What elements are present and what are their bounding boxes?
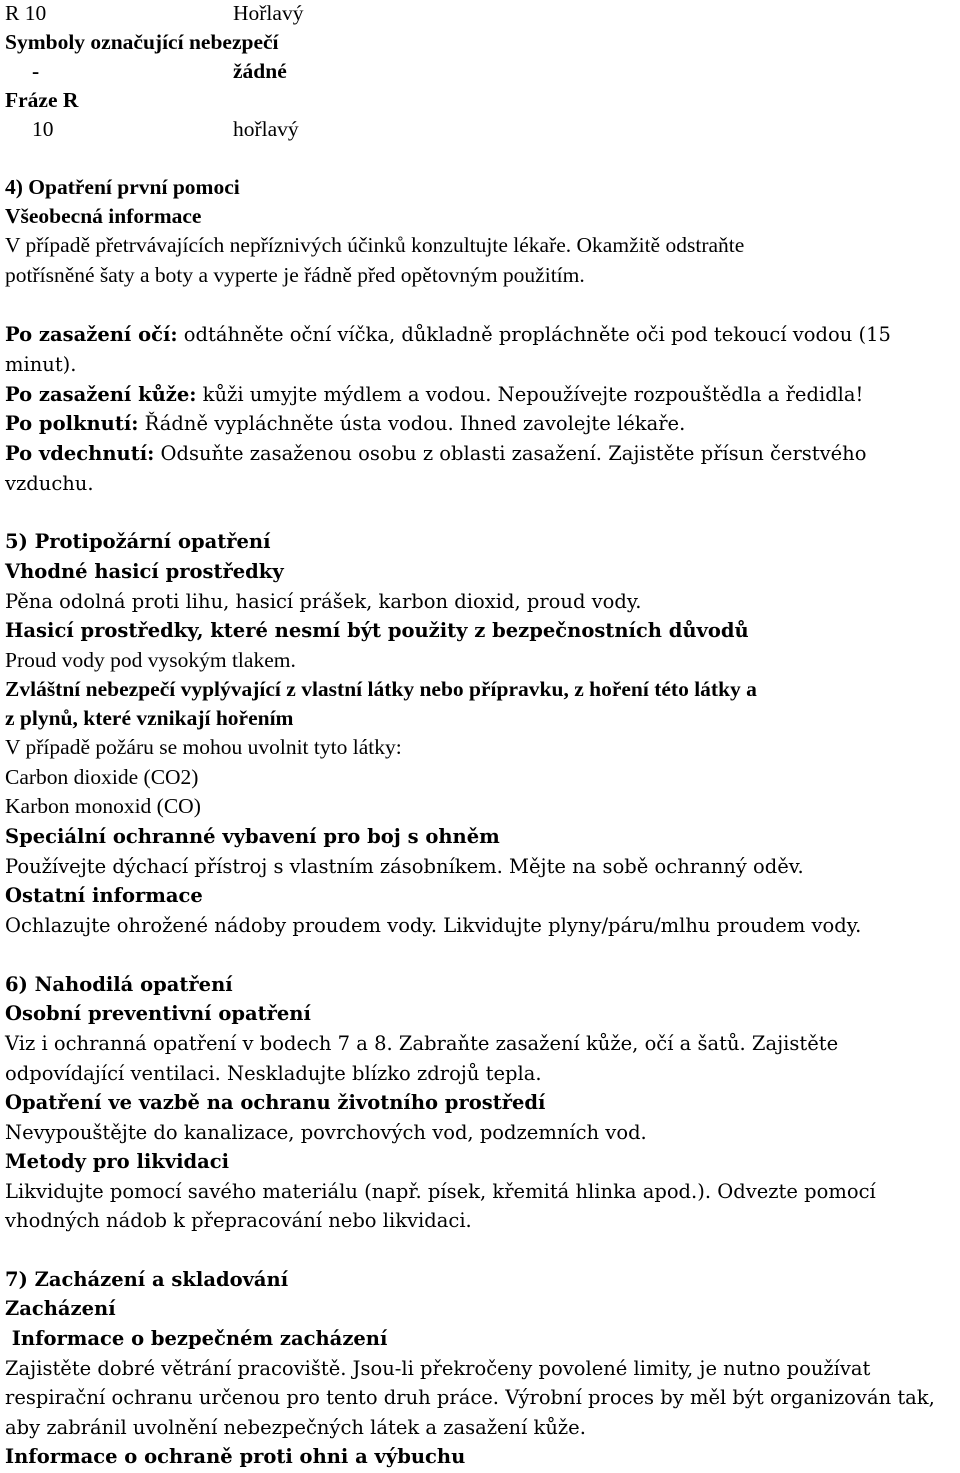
section-4-heading: 4) Opatření první pomoci: [5, 175, 240, 199]
symbol-code: -: [32, 59, 40, 83]
r10-code: R 10: [5, 1, 47, 25]
personal-precautions-heading: Osobní preventivní opatření: [5, 1002, 311, 1025]
other-info-heading: Ostatní informace: [5, 884, 203, 907]
personal-precautions-text-2: odpovídající ventilaci. Neskladujte blízko zdrojů tepla.: [5, 1062, 542, 1085]
inhale-paragraph: [5, 439, 866, 468]
unsuitable-media-heading: Hasicí prostředky, které nesmí být použity z bezpečnostních důvodů: [5, 619, 749, 642]
r10-row: [5, 0, 304, 28]
phrases-heading: Fráze R: [5, 88, 79, 112]
special-hazards-text-3: Karbon monoxid (CO): [5, 794, 201, 818]
general-info-line-1: V případě přetrvávajících nepříznivých účinků konzultujte lékaře. Okamžitě odstraňte: [5, 233, 745, 257]
safe-handling-heading: Informace o bezpečném zacházení: [5, 1327, 388, 1350]
special-hazards-heading-2: z plynů, které vznikají hořením: [5, 706, 294, 730]
suitable-media-text: Pěna odolná proti lihu, hasicí prášek, karbon dioxid, proud vody.: [5, 590, 642, 613]
symbols-heading: Symboly označující nebezpečí: [5, 30, 279, 54]
other-info-text: Ochlazujte ohrožené nádoby proudem vody. Likvidujte plyny/páru/mlhu proudem vody.: [5, 914, 862, 937]
safe-handling-text-2: respirační ochranu určenou pro tento druh práce. Výrobní proces by měl být organizován tak,: [5, 1386, 935, 1409]
r10-label: Hořlavý: [233, 1, 304, 25]
safe-handling-text-3: aby zabránil uvolnění nebezpečných látek a zasažení kůže.: [5, 1416, 586, 1439]
eyes-text: odtáhněte oční víčka, důkladně propláchněte oči pod tekoucí vodou (15: [177, 323, 891, 346]
eyes-paragraph: [5, 320, 891, 349]
cleanup-text-2: vhodných nádob k přepracování nebo likvidaci.: [5, 1209, 472, 1232]
equipment-heading: Speciální ochranné vybavení pro boj s ohněm: [5, 825, 500, 848]
safe-handling-text-1: Zajistěte dobré větrání pracoviště. Jsou-li překročeny povolené limity, je nutno používat: [5, 1357, 871, 1380]
eyes-text-cont: minut).: [5, 353, 77, 376]
handling-heading: Zacházení: [5, 1297, 116, 1320]
section-7-heading: 7) Zacházení a skladování: [5, 1268, 289, 1291]
section-5-heading: 5) Protipožární opatření: [5, 530, 271, 553]
personal-precautions-text-1: Viz i ochranná opatření v bodech 7 a 8. Zabraňte zasažení kůže, očí a šatů. Zajistěte: [5, 1032, 839, 1055]
inhale-text: Odsuňte zasaženou osobu z oblasti zasažení. Zajistěte přísun čerstvého: [154, 442, 867, 465]
special-hazards-text-1: V případě požáru se mohou uvolnit tyto látky:: [5, 735, 402, 759]
special-hazards-text-2: Carbon dioxide (CO2): [5, 765, 199, 789]
suitable-media-heading: Vhodné hasicí prostředky: [5, 560, 284, 583]
swallow-text: Řádně vypláchněte ústa vodou. Ihned zavolejte lékaře.: [138, 412, 686, 435]
inhale-label: Po vdechnutí:: [5, 442, 155, 465]
fire-protection-heading: Informace o ochraně proti ohni a výbuchu: [5, 1445, 466, 1468]
swallow-paragraph: [5, 409, 685, 438]
phrase-value: hořlavý: [233, 117, 299, 141]
swallow-label: Po polknutí:: [5, 412, 139, 435]
cleanup-text-1: Likvidujte pomocí savého materiálu (např. písek, křemitá hlinka apod.). Odvezte pomocí: [5, 1180, 876, 1203]
cleanup-heading: Metody pro likvidaci: [5, 1150, 230, 1173]
environment-heading: Opatření ve vazbě na ochranu životního prostředí: [5, 1091, 546, 1114]
general-info-line-2: potřísněné šaty a boty a vyperte je řádně před opětovným použitím.: [5, 263, 585, 287]
symbol-value: žádné: [233, 59, 287, 83]
general-info-heading: Všeobecná informace: [5, 204, 202, 228]
skin-paragraph: [5, 380, 863, 409]
environment-text: Nevypouštějte do kanalizace, povrchových vod, podzemních vod.: [5, 1121, 647, 1144]
inhale-text-cont: vzduchu.: [5, 472, 94, 495]
skin-label: Po zasažení kůže:: [5, 383, 197, 406]
skin-text: kůži umyjte mýdlem a vodou. Nepoužívejte rozpouštědla a ředidla!: [196, 383, 864, 406]
eyes-label: Po zasažení očí:: [5, 323, 178, 346]
section-6-heading: 6) Nahodilá opatření: [5, 973, 233, 996]
phrase-code: 10: [32, 117, 54, 141]
equipment-text: Používejte dýchací přístroj s vlastním zásobníkem. Mějte na sobě ochranný oděv.: [5, 855, 804, 878]
special-hazards-heading-1: Zvláštní nebezpečí vyplývající z vlastní látky nebo přípravku, z hoření této látky a: [5, 677, 757, 701]
unsuitable-media-text: Proud vody pod vysokým tlakem.: [5, 648, 296, 672]
